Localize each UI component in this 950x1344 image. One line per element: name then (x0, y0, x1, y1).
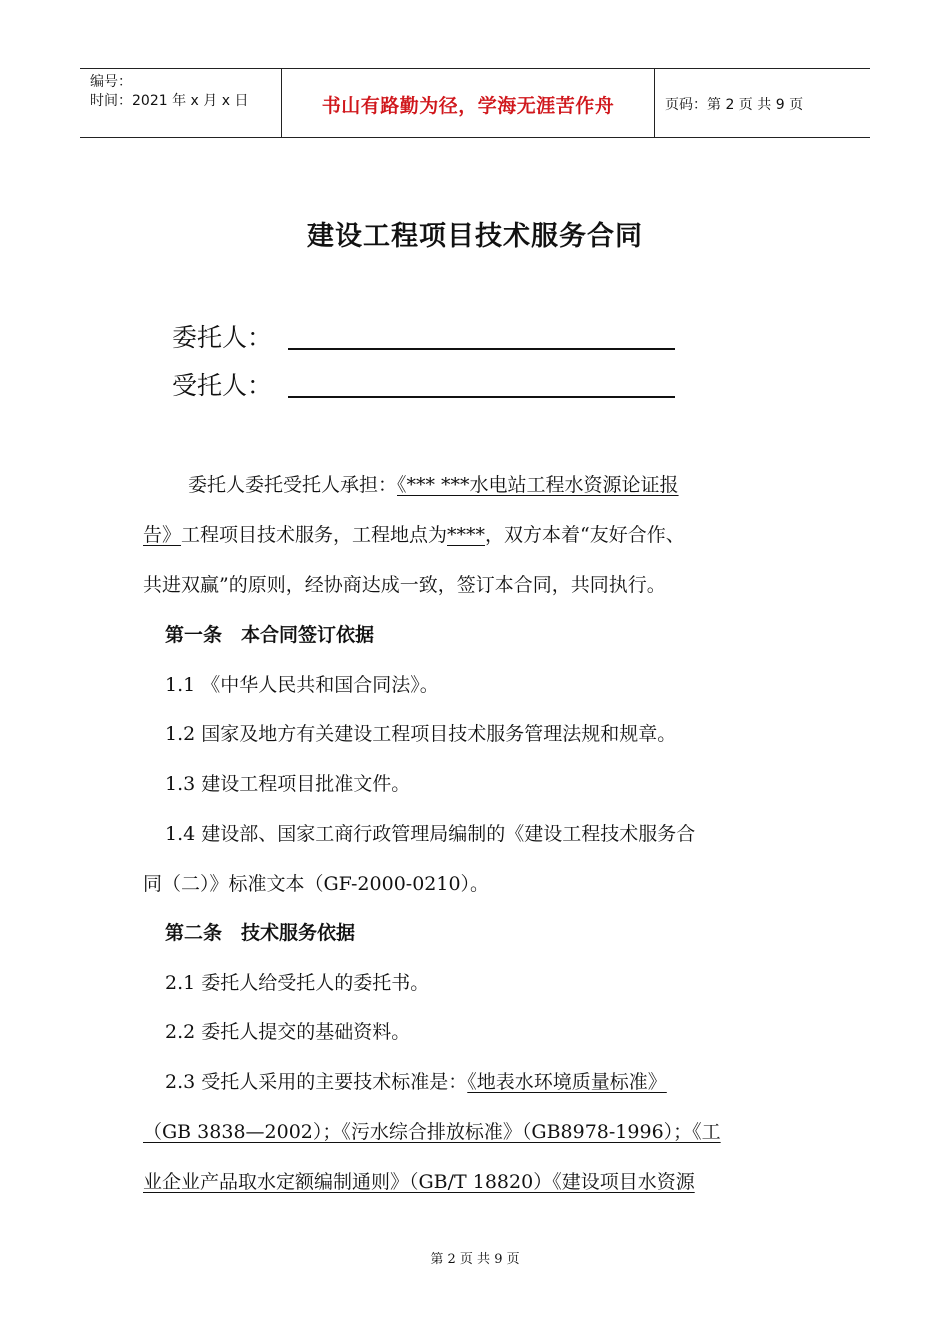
document-number: 编号： (90, 74, 132, 90)
page-footer: 第 2 页 共 9 页 (430, 1252, 520, 1267)
header-center-cell (281, 69, 655, 137)
project-location: **** (447, 524, 486, 546)
article-2-item-3-cont-2: 业企业产品取水定额编制通则》（GB/T 18820）《建设项目水资源 (143, 1171, 695, 1193)
page-header (80, 68, 870, 138)
article-1-item-2: 1.2 国家及地方有关建设工程项目技术服务管理法规和规章。 (165, 723, 677, 745)
header-left-cell (80, 69, 280, 137)
contractor-party (172, 366, 272, 402)
article-1-item-3: 1.3 建设工程项目批准文件。 (165, 773, 411, 795)
article-2-item-3-cont-1: （GB 3838—2002）；《污水综合排放标准》（GB8978-1996）；《工 (143, 1121, 721, 1143)
intro-line-2 (143, 520, 685, 547)
article-2-item-3 (165, 1067, 667, 1094)
document-date: 时间：2021 年 x 月 x 日 (90, 93, 249, 109)
item-text: 2.3 受托人采用的主要技术标准是： (165, 1071, 468, 1093)
intro-text: 工程项目技术服务，工程地点为 (181, 524, 448, 546)
standard-name: 《地表水环境质量标准》 (467, 1071, 667, 1093)
client-blank-line (288, 348, 675, 350)
header-right-cell (655, 69, 870, 137)
intro-text: ，双方本着“友好合作、 (485, 524, 685, 546)
contractor-label: 受托人： (172, 371, 273, 400)
intro-line-3: 共进双赢”的原则，经协商达成一致，签订本合同，共同执行。 (143, 574, 666, 596)
client-label: 委托人： (172, 323, 273, 352)
intro-line-1 (188, 470, 679, 497)
header-page-number: 页码：第 2 页 共 9 页 (665, 97, 804, 113)
article-1-item-4-cont: 同（二）》标准文本（GF-2000-0210）。 (143, 873, 490, 895)
intro-text: 委托人委托受托人承担： (188, 474, 398, 496)
article-1-item-1: 1.1 《中华人民共和国合同法》。 (165, 674, 439, 696)
article-1-item-4: 1.4 建设部、国家工商行政管理局编制的《建设工程技术服务合 (165, 823, 696, 845)
contract-title: 建设工程项目技术服务合同 (307, 221, 643, 252)
contractor-blank-line (288, 396, 675, 398)
client-party (172, 318, 272, 354)
article-2-item-2: 2.2 委托人提交的基础资料。 (165, 1021, 411, 1043)
article-2-heading: 第二条 技术服务依据 (165, 922, 356, 944)
header-motto: 书山有路勤为径，学海无涯苦作舟 (321, 95, 615, 117)
report-name-part1: 《*** ***水电站工程水资源论证报 (397, 474, 679, 496)
article-2-item-1: 2.1 委托人给受托人的委托书。 (165, 972, 430, 994)
report-name-part2: 告》 (143, 524, 182, 546)
article-1-heading: 第一条 本合同签订依据 (165, 624, 375, 646)
